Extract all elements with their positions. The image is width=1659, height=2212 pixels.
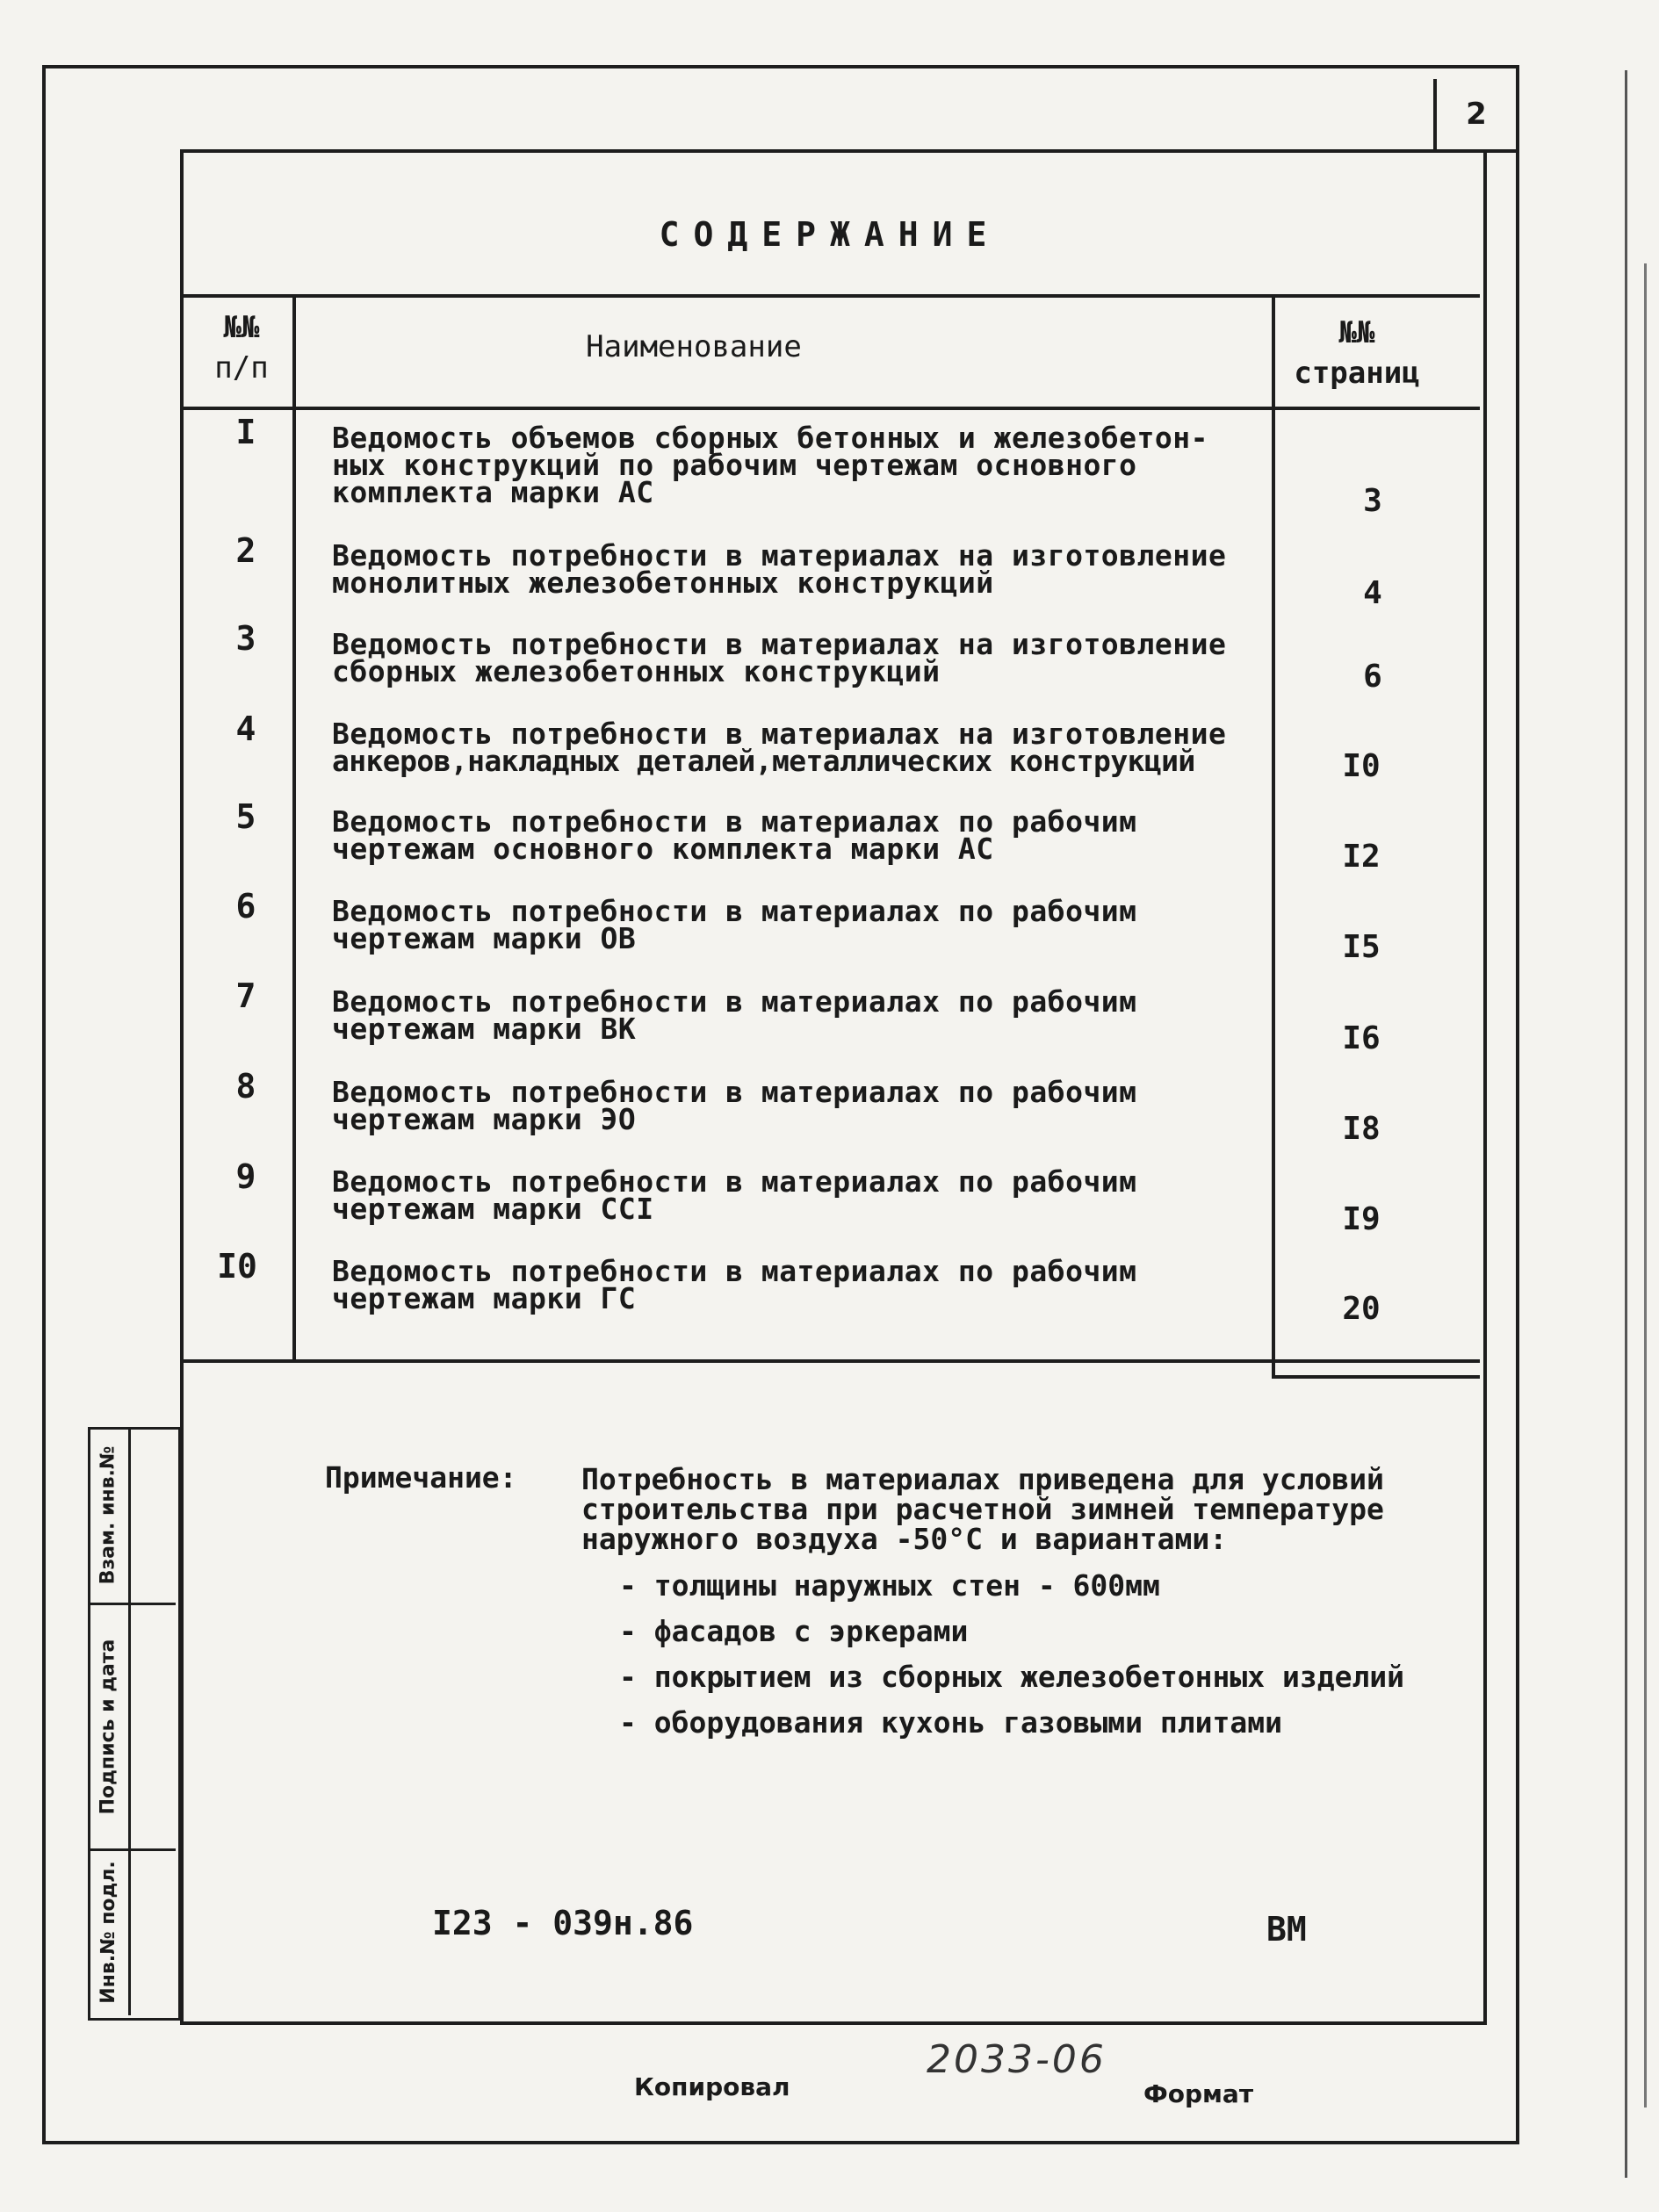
- row-page: I9: [1342, 1201, 1381, 1237]
- row-name: [332, 627, 1263, 688]
- contents-title: СОДЕРЖАНИЕ: [659, 215, 1001, 254]
- note-list: [619, 1563, 1404, 1746]
- scan-edge-line: [1625, 70, 1627, 2178]
- stamp-divider: [128, 1848, 176, 1851]
- note-line: Потребность в материалах приведена для условий: [581, 1462, 1384, 1496]
- row-name-line: Ведомость объемов сборных бетонных и железобетон-: [332, 421, 1209, 455]
- row-name-line: комплекта марки АС: [332, 475, 654, 509]
- row-name-line: Ведомость потребности в материалах на изготовление: [332, 538, 1227, 573]
- stamp-label: Инв.№ подл.: [97, 1860, 119, 2004]
- note-line: строительства при расчетной зимней температуре: [581, 1492, 1384, 1526]
- row-page: I2: [1342, 839, 1381, 875]
- header-number: [193, 307, 290, 388]
- row-name: [332, 1254, 1263, 1315]
- stamp-label: Взам. инв.№: [97, 1445, 119, 1584]
- header-page: [1282, 313, 1432, 393]
- row-name-line: Ведомость потребности в материалах на изготовление: [332, 627, 1227, 661]
- row-name: [332, 984, 1263, 1046]
- row-number: I0: [217, 1247, 257, 1286]
- row-name-line: Ведомость потребности в материалах по рабочим: [332, 804, 1137, 839]
- note-list-item: - толщины наружных стен - 600мм: [619, 1568, 1160, 1603]
- note-list-item: - оборудования кухонь газовыми плитами: [619, 1705, 1282, 1740]
- row-number: 9: [235, 1157, 256, 1196]
- row-number: 6: [235, 887, 256, 926]
- row-number: 8: [235, 1067, 256, 1106]
- row-name-line: Ведомость потребности в материалах по рабочим: [332, 1254, 1137, 1288]
- header-number-line1: №№: [223, 310, 260, 345]
- table-header-rule: [180, 407, 1480, 410]
- row-page: 3: [1363, 483, 1382, 519]
- row-name-line: ных конструкций по рабочим чертежам основного: [332, 448, 1137, 482]
- row-name: [332, 894, 1263, 955]
- row-name-line: чертежам основного комплекта марки АС: [332, 832, 994, 866]
- header-number-line2: п/п: [214, 350, 269, 385]
- row-name: [332, 1164, 1263, 1226]
- note-line: наружного воздуха -50°С и вариантами:: [581, 1522, 1228, 1556]
- row-name-line: чертежам марки ОВ: [332, 921, 637, 955]
- row-number: I: [235, 413, 256, 451]
- row-name-line: Ведомость потребности в материалах по рабочим: [332, 894, 1137, 928]
- page-number: 2: [1433, 79, 1516, 153]
- row-page: I0: [1342, 748, 1381, 784]
- footer-handwritten-number: 2033-06: [927, 2037, 1107, 2082]
- row-name: [332, 538, 1263, 600]
- document-mark: ВМ: [1266, 1910, 1307, 1949]
- stamp-cell-replace: [88, 1427, 128, 1605]
- header-name: Наименование: [586, 329, 802, 364]
- row-page: I6: [1342, 1020, 1381, 1056]
- stamp-divider: [128, 1603, 176, 1605]
- header-page-line2: страниц: [1294, 356, 1420, 391]
- footer-format: Формат: [1143, 2079, 1254, 2108]
- row-name-line: Ведомость потребности в материалах по рабочим: [332, 1164, 1137, 1199]
- table-bottom-rule: [1272, 1375, 1480, 1379]
- stamp-cell-sign: [88, 1605, 128, 1851]
- row-name-line: чертежам марки ЭО: [332, 1102, 637, 1136]
- row-name-line: Ведомость потребности в материалах на изготовление: [332, 717, 1227, 751]
- row-name-line: сборных железобетонных конструкций: [332, 654, 941, 688]
- row-name-line: анкеров,накладных деталей,металлических конструкций: [332, 744, 1195, 778]
- note-label: Примечание:: [325, 1460, 517, 1495]
- stamp-label: Подпись и дата: [97, 1639, 119, 1815]
- row-page: 6: [1363, 659, 1382, 695]
- row-name-line: Ведомость потребности в материалах по рабочим: [332, 984, 1137, 1019]
- note-list-item: - покрытием из сборных железобетонных изделий: [619, 1660, 1405, 1694]
- row-number: 2: [235, 531, 256, 570]
- row-number: 5: [235, 797, 256, 836]
- footer-copied: Копировал: [634, 2072, 790, 2101]
- stamp-cell-original: [88, 1851, 128, 2013]
- row-page: 20: [1342, 1291, 1381, 1327]
- row-name: [332, 421, 1263, 509]
- row-page: I8: [1342, 1111, 1381, 1147]
- row-name: [332, 804, 1263, 866]
- note-text: [581, 1462, 1425, 1556]
- row-name-line: монолитных железобетонных конструкций: [332, 566, 994, 600]
- note-list-item: - фасадов с эркерами: [619, 1614, 969, 1648]
- row-name: [332, 1075, 1263, 1136]
- row-name-line: чертежам марки ССI: [332, 1192, 654, 1226]
- row-number: 3: [235, 619, 256, 658]
- row-page: I5: [1342, 929, 1381, 965]
- scan-edge-line: [1644, 263, 1647, 2108]
- table-bottom-rule: [180, 1359, 1480, 1363]
- table-top-rule: [180, 294, 1480, 298]
- row-name: [332, 717, 1272, 778]
- document-code: I23 - 039н.86: [432, 1904, 694, 1942]
- side-stamp-labels: [88, 1427, 131, 2015]
- row-number: 7: [235, 976, 256, 1015]
- row-name-line: Ведомость потребности в материалах по рабочим: [332, 1075, 1137, 1109]
- row-page: 4: [1363, 575, 1382, 611]
- row-name-line: чертежам марки ГС: [332, 1281, 637, 1315]
- row-name-line: чертежам марки ВК: [332, 1012, 637, 1046]
- header-page-line1: №№: [1338, 315, 1375, 350]
- row-number: 4: [235, 710, 256, 748]
- table-col-divider: [1272, 294, 1275, 1379]
